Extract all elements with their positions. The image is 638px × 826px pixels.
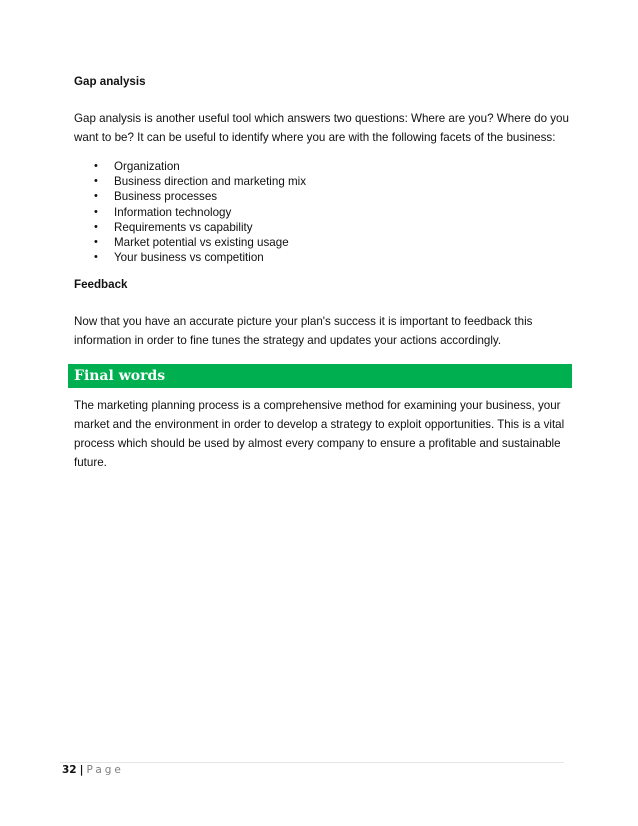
list-item-text: Organization [114, 160, 180, 173]
list-item-text: Business processes [114, 190, 218, 204]
bullet-icon: • [94, 236, 98, 249]
list-item [74, 235, 574, 250]
feedback-heading: Feedback [74, 278, 128, 292]
list-item-text: Information technology [114, 205, 232, 219]
page-content [74, 72, 574, 472]
list-item [74, 189, 574, 204]
list-item [74, 250, 574, 265]
page-footer [62, 764, 124, 776]
list-item [74, 159, 574, 174]
gap-analysis-paragraph: Gap analysis is another useful tool which answers two questions: Where are you? Where do you want to be? It can be useful to identify where you are with the following facets of the business: [74, 112, 569, 144]
facets-list [74, 159, 574, 265]
bullet-icon: • [94, 205, 98, 218]
list-item-text: Business direction and marketing mix [114, 175, 307, 189]
list-item [74, 220, 574, 235]
list-item [74, 205, 574, 220]
final-words-heading: Final words [68, 364, 572, 388]
feedback-paragraph: Now that you have an accurate picture your plan's success it is important to feedback this information in order to fine tunes the strategy and updates your actions accordingly. [74, 315, 533, 348]
final-words-paragraph: The marketing planning process is a comprehensive method for examining your business, your market and the environment in order to develop a strategy to exploit opportunities. This is a vital process which should be used by almost every company to ensure a profitable and sustainable future. [74, 399, 565, 470]
bullet-icon: • [94, 220, 98, 233]
page-label: Page [86, 764, 124, 776]
bullet-icon: • [94, 251, 98, 264]
footer-separator: | [79, 764, 84, 776]
bullet-icon: • [94, 175, 98, 188]
bullet-icon: • [94, 190, 98, 203]
list-item-text: Requirements vs capability [114, 220, 253, 234]
list-item-text: Your business vs competition [114, 251, 264, 265]
list-item-text: Market potential vs existing usage [114, 236, 289, 250]
page-number: 32 [62, 764, 77, 776]
bullet-icon: • [94, 160, 98, 172]
list-item [74, 174, 574, 189]
footer-divider [60, 762, 564, 763]
gap-analysis-heading: Gap analysis [74, 75, 146, 88]
